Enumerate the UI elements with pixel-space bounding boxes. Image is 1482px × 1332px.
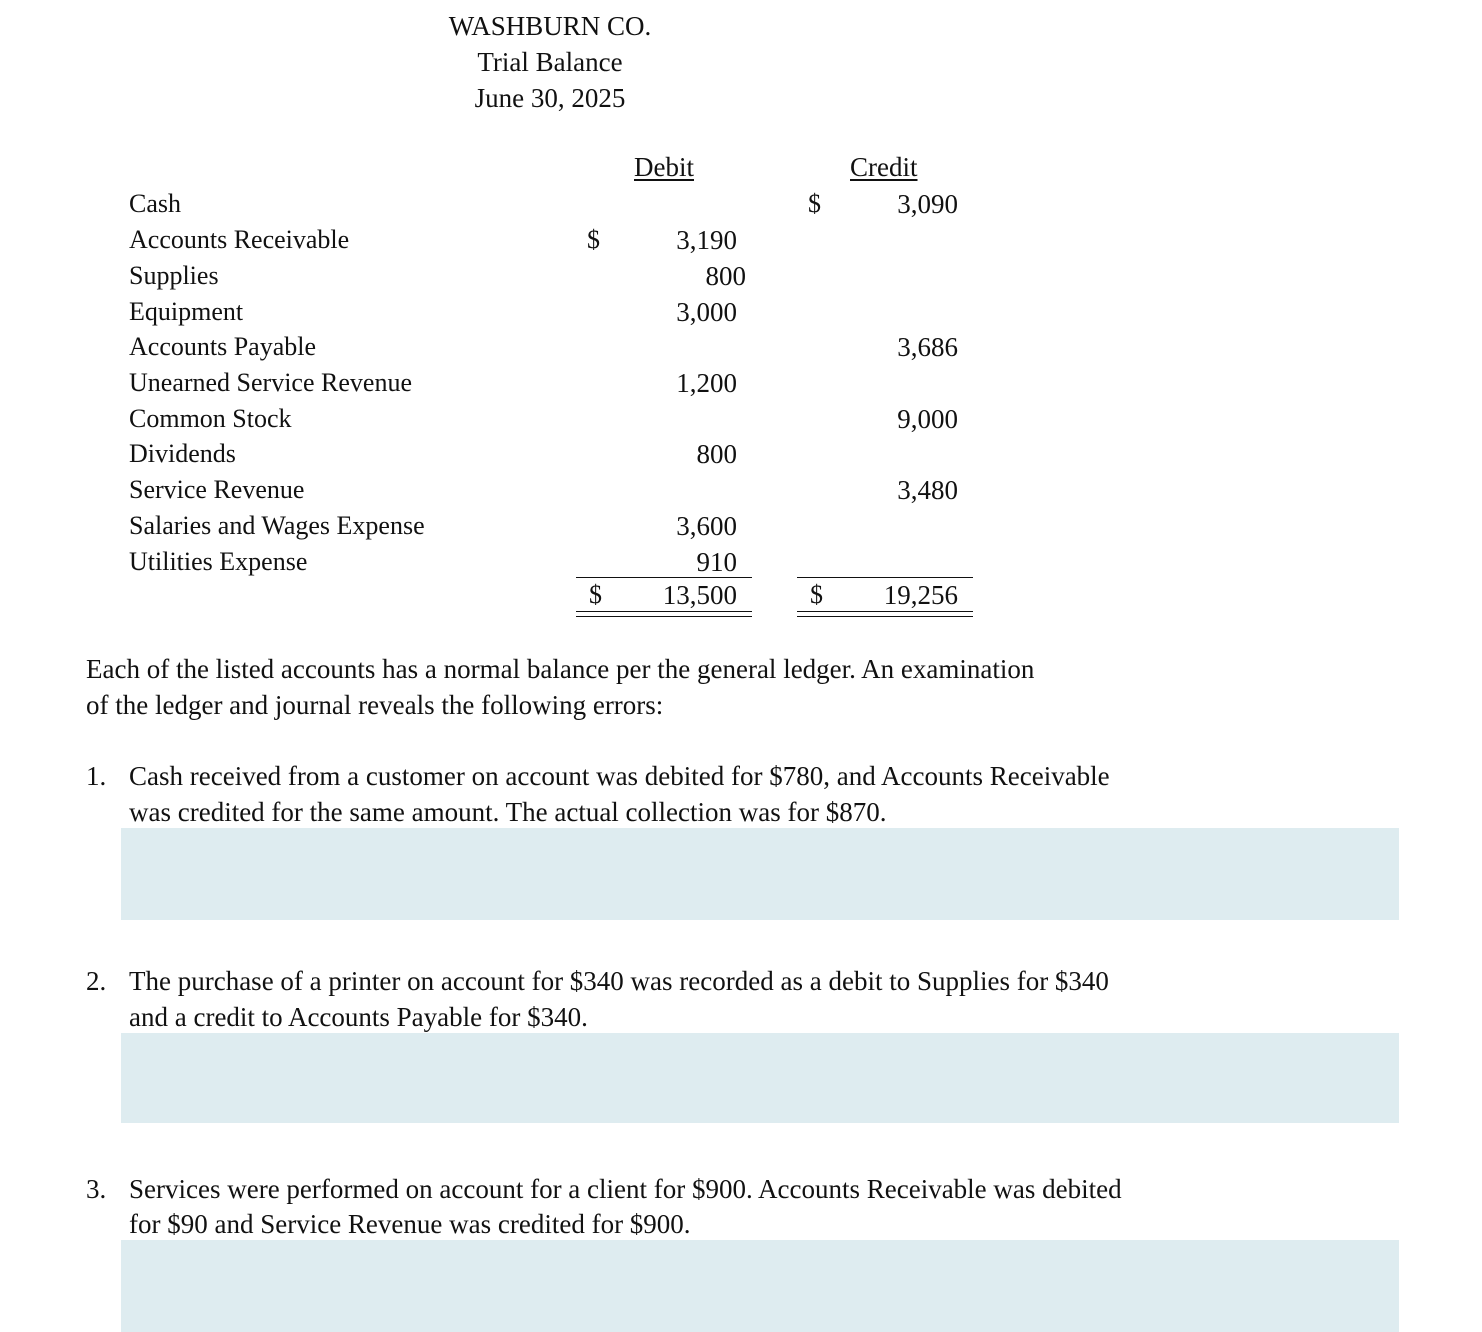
- account-name: Accounts Receivable: [129, 225, 350, 254]
- account-name: Service Revenue: [129, 475, 305, 504]
- company-name: WASHBURN CO.: [448, 11, 652, 41]
- error-number: 1.: [86, 761, 107, 791]
- account-name: Dividends: [129, 439, 236, 468]
- debit-column-heading: Debit: [634, 152, 694, 182]
- debit-dollar-sign: $: [587, 225, 600, 254]
- account-name: Supplies: [129, 261, 219, 290]
- credit-column-heading: Credit: [850, 152, 918, 182]
- intro-line-2: of the ledger and journal reveals the following errors:: [86, 690, 664, 720]
- credit-amount: 3,480: [897, 475, 958, 505]
- answer-box-3[interactable]: [121, 1240, 1399, 1332]
- answer-box-1[interactable]: [121, 828, 1399, 920]
- error-text-line-2: was credited for the same amount. The actual collection was for $870.: [129, 797, 887, 827]
- credit-double-rule-top: [797, 611, 973, 612]
- intro-line-1: Each of the listed accounts has a normal balance per the general ledger. An examination: [86, 654, 1035, 684]
- credit-amount: 3,090: [897, 189, 958, 219]
- error-text-line-1: The purchase of a printer on account for $340 was recorded as a debit to Supplies for $340: [129, 966, 1109, 996]
- account-name: Utilities Expense: [129, 547, 308, 576]
- debit-total: 13,500: [662, 580, 737, 610]
- debit-amount: 800: [696, 439, 737, 469]
- account-name: Common Stock: [129, 404, 292, 433]
- error-text-line-1: Cash received from a customer on account was debited for $780, and Accounts Receivable: [129, 761, 1110, 791]
- report-date: June 30, 2025: [474, 83, 626, 113]
- error-text-line-1: Services were performed on account for a client for $900. Accounts Receivable was debited: [129, 1174, 1122, 1204]
- account-name: Equipment: [129, 297, 244, 326]
- credit-amount: 3,686: [897, 332, 958, 362]
- credit-total-dollar-sign: $: [810, 580, 823, 609]
- error-text-line-2: and a credit to Accounts Payable for $340.: [129, 1002, 588, 1032]
- report-title: Trial Balance: [477, 47, 623, 77]
- error-number: 2.: [86, 966, 107, 996]
- debit-amount: 3,000: [676, 297, 737, 327]
- error-text-line-2: for $90 and Service Revenue was credited for $900.: [129, 1209, 691, 1239]
- debit-amount: 3,190: [676, 225, 737, 255]
- account-name: Accounts Payable: [129, 332, 317, 361]
- credit-dollar-sign: $: [808, 189, 821, 218]
- credit-amount: 9,000: [897, 404, 958, 434]
- answer-box-2[interactable]: [121, 1033, 1399, 1123]
- credit-double-rule-bottom: [797, 616, 973, 617]
- debit-double-rule-bottom: [576, 616, 752, 617]
- debit-amount: 800: [705, 261, 746, 291]
- debit-amount: 910: [696, 547, 737, 577]
- debit-total-dollar-sign: $: [589, 580, 602, 609]
- credit-total: 19,256: [883, 580, 958, 610]
- account-name: Salaries and Wages Expense: [129, 511, 425, 540]
- debit-amount: 1,200: [676, 368, 737, 398]
- account-name: Cash: [129, 189, 181, 218]
- account-name: Unearned Service Revenue: [129, 368, 412, 397]
- debit-amount: 3,600: [676, 511, 737, 541]
- error-number: 3.: [86, 1174, 107, 1204]
- debit-double-rule-top: [576, 611, 752, 612]
